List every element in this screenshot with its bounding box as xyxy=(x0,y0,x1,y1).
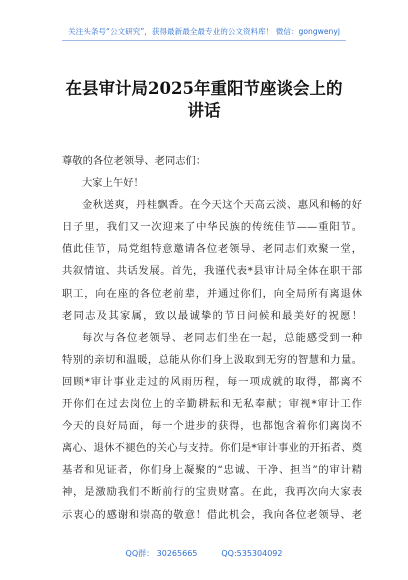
body-line: 示衷心的感谢和崇高的敬意！借此机会，我向各位老领导、老 xyxy=(62,508,362,521)
body-line: 特别的亲切和温暖，总能从你们身上汲取到无穷的智慧和力量。 xyxy=(62,353,362,366)
header-divider xyxy=(62,40,346,41)
body-line: 值此佳节，局党组特意邀请各位老领导、老同志们欢聚一堂， xyxy=(62,243,362,256)
header-promo-note: 关注头条号“公文研究”，获得最新最全最专业的公文资料库！ 微信：gongwenyj xyxy=(68,27,340,36)
body-line: 共叙情谊、共话发展。首先，我谨代表*县审计局全体在职干部 xyxy=(62,265,362,278)
footer-qq: QQ:535304092 xyxy=(221,549,283,558)
body-line: 神，是激励我们不断前行的宝贵财富。在此，我再次向大家表 xyxy=(62,486,362,499)
document-body xyxy=(62,150,362,526)
title-line-2: 讲话 xyxy=(187,101,221,120)
body-line: 每次与各位老领导、老同志们坐在一起，总能感受到一种 xyxy=(82,331,362,344)
body-line: 基者和见证者，你们身上凝聚的“忠诚、干净、担当”的审计精 xyxy=(62,464,362,477)
body-line: 老同志及其家属，致以最诚挚的节日问候和最美好的祝愿！ xyxy=(62,309,362,322)
salutation: 尊敬的各位老领导、老同志们： xyxy=(62,155,207,167)
body-line: 今天的良好局面，每一个进步的获得，也都饱含着你们离岗不 xyxy=(62,420,362,433)
body-line: 金秋送爽，丹桂飘香。在今天这个天高云淡、惠风和畅的好 xyxy=(82,199,362,212)
document-title xyxy=(40,78,368,122)
greeting: 大家上午好！ xyxy=(82,177,144,190)
title-line-1: 在县审计局2025年重阳节座谈会上的 xyxy=(65,79,343,98)
body-line: 职工，向在座的各位老前辈，并通过你们，向全局所有离退休 xyxy=(62,287,362,300)
body-line: 回顾*审计事业走过的风雨历程，每一项成就的取得，都离不 xyxy=(62,375,362,388)
body-line: 开你们在过去岗位上的辛勤耕耘和无私奉献；审视*审计工作 xyxy=(62,398,362,411)
body-line: 离心、退休不褪色的关心与支持。你们是*审计事业的开拓者、奠 xyxy=(62,442,362,455)
body-line: 日子里，我们又一次迎来了中华民族的传统佳节——重阳节。 xyxy=(62,221,362,234)
footer-contact xyxy=(0,548,408,559)
footer-qq-group: QQ群： 30265665 xyxy=(125,549,198,558)
